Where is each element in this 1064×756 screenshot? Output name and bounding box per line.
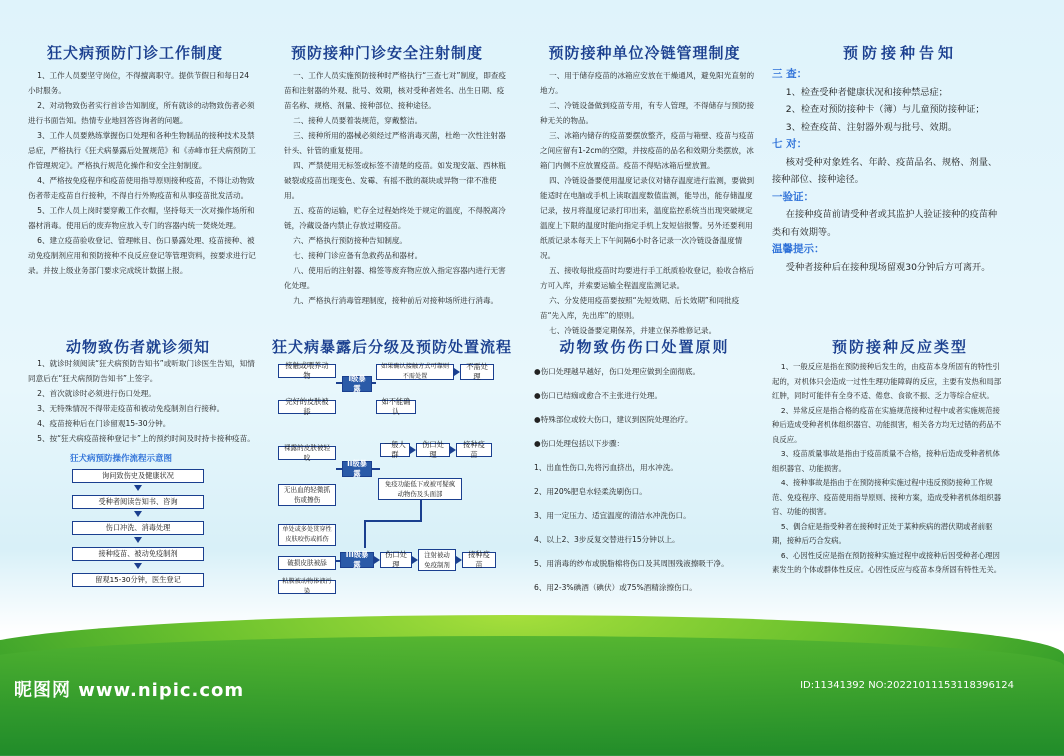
- col1-para: 4、严格按免疫程序和疫苗使用指导原则接种疫苗，不得让动物致伤者带走疫苗自行接种，不得自行外购疫苗和从事疫苗批发活动。: [28, 176, 255, 200]
- col7-item: ●伤口已结痂或愈合不主张进行处理。: [534, 391, 663, 400]
- g2-nibble-box: 裸露的皮肤被轻咬: [278, 446, 336, 460]
- g2-wound-box: 伤口处理: [416, 443, 450, 457]
- flow-arrow-icon: [134, 563, 142, 569]
- col5-para: 1、就诊时须阅读“狂犬病预防告知书”或听取门诊医生告知，知情同意后在“狂犬病预防告知书”上签字。: [28, 359, 255, 383]
- col4-sec4-text: 受种者接种后在接种现场留观30分钟后方可离开。: [785, 261, 991, 273]
- flow-step-4: 接种疫苗、被动免疫制剂: [72, 547, 204, 561]
- col2-body: [284, 68, 506, 313]
- col2-title: 预防接种门诊安全注射制度: [290, 44, 483, 62]
- g3-wound-box: 伤口处理: [380, 552, 412, 568]
- col4-sec4-heading: 温馨提示：: [772, 243, 825, 255]
- col3-para: 五、接收每批疫苗时均要进行手工纸质验收登记，验收合格后方可入库，并索要运输全程温度监测记录。: [540, 266, 755, 290]
- g2-immuno-box: 免疫功能低下或被可疑疯动物伤及头面部: [378, 478, 462, 500]
- col1-body: [28, 68, 256, 313]
- col7-item: 2、用20%肥皂水轻柔洗刷伤口。: [534, 487, 647, 496]
- col8-title: 预防接种反应类型: [831, 338, 968, 356]
- col3-para: 七、冷链设备要定期保养，并建立保养维修记录。: [549, 326, 717, 335]
- col7-item: ●伤口处理越早越好，伤口处理应做到全面彻底。: [534, 367, 701, 376]
- col4-sec2-heading: 七 对：: [772, 138, 808, 150]
- connector-line: [420, 500, 422, 520]
- flow-arrow-icon: [134, 485, 142, 491]
- site-watermark: 昵图网 www.nipic.com: [14, 680, 245, 701]
- col2-para: 九、严格执行消毒管理制度，接种前后对接种场所进行消毒。: [293, 296, 499, 305]
- col7-item: 6、用2-3%碘酒（碘伏）或75%酒精涂擦伤口。: [534, 583, 697, 592]
- g1-level-box: I级暴露: [342, 376, 372, 392]
- flow-step-1: 询问致伤史及健康状况: [72, 469, 204, 483]
- g2-level-box: II级暴露: [342, 461, 372, 477]
- g1-contact-box: 接触或喂养动物: [278, 364, 336, 378]
- col1-para: 5、工作人员上岗时要穿戴工作衣帽，坚持每天一次对操作场所和器材消毒。使用后的废弃物应放入专门的容器内统一焚烧处理。: [28, 206, 255, 230]
- col4-sec3-heading: 一验证：: [772, 190, 814, 203]
- connector-line: [364, 520, 422, 522]
- col7-item: 4、以上2、3步反复交替进行15分钟以上。: [534, 535, 680, 544]
- col8-para: 6、心因性反应是指在预防接种实施过程中或接种后因受种者心理因素发生的个体或群体性反应。心因性反应与疫苗本身所固有特性无关。: [772, 550, 1002, 574]
- g3-passive-box: 注射被动免疫制剂: [418, 549, 456, 571]
- flow-arrow-icon: [134, 511, 142, 517]
- col4-sec1-heading: 三 查：: [772, 68, 808, 80]
- col7-title: 动物致伤伤口处置原则: [559, 338, 730, 356]
- col7-item: 1、出血性伤口,先将污血挤出，用水冲洗。: [534, 463, 678, 472]
- col4-sec3-text: 在接种疫苗前请受种者或其监护人验证接种的疫苗种类和有效期等。: [772, 209, 998, 238]
- col5-para: 3、无特殊情况不得带走疫苗和被动免疫制剂自行接种。: [37, 404, 225, 413]
- col5-title: 动物致伤者就诊须知: [65, 338, 210, 356]
- connector-line: [372, 382, 376, 384]
- col2-para: 七、接种门诊应备有急救药品和器材。: [293, 251, 423, 260]
- col7-item: 3、用一定压力、适宜温度的清洁水冲洗伤口。: [534, 511, 691, 520]
- connector-line: [372, 468, 380, 470]
- col5-body: [28, 356, 256, 451]
- col5-para: 4、疫苗接种后在门诊留观15-30分钟。: [37, 419, 171, 428]
- col2-para: 三、接种所用的器械必须经过严格消毒灭菌，杜绝一次性注射器针头、针管的重复使用。: [284, 131, 506, 155]
- col7-body: [534, 360, 760, 610]
- col2-para: 八、使用后的注射器、棉签等废弃物应放入指定容器内进行无害化处理。: [284, 266, 506, 290]
- flow-step-5: 留观15-30分钟，医生登记: [72, 573, 204, 587]
- flow-step-2: 受种者阅读告知书、咨询: [72, 495, 204, 509]
- g3-mucosa-box: 粘膜被动物体液污染: [278, 580, 336, 594]
- col2-para: 二、接种人员要着装规范，穿戴整洁。: [293, 116, 423, 125]
- flow-arrow-icon: [134, 537, 142, 543]
- col5-para: 5、按“狂犬病疫苗接种登记卡”上的预约时间及时持卡接种疫苗。: [37, 434, 255, 443]
- col7-item: ●特殊部位或较大伤口，建议到医院处理治疗。: [534, 415, 693, 424]
- g3-level-box: III级暴露: [340, 552, 374, 568]
- g1-unsure-box: 如不能确认: [376, 400, 416, 414]
- col2-para: 四、严禁使用无标签或标签不清楚的疫苗。如发现安瓿、西林瓶破裂或疫苗出现变色、发霉、有摇不散的凝块或异物一律不准使用。: [284, 161, 506, 200]
- col2-para: 五、疫苗的运输，贮存全过程始终处于规定的温度，不得脱离冷链，冷藏设备内禁止存放过期疫苗。: [284, 206, 506, 230]
- g2-general-box: 一般人群: [380, 443, 410, 457]
- col8-para: 2、异常反应是指合格的疫苗在实施规范接种过程中或者实施规范接种后造成受种者机体组织器官、功能损害，相关各方均无过错的药品不良反应。: [772, 405, 1002, 444]
- col8-para: 3、疫苗质量事故是指由于疫苗质量不合格，接种后造成受种者机体组织器官、功能损害。: [772, 449, 1000, 473]
- col3-body: [540, 68, 756, 335]
- col4-sec2-text: 核对受种对象姓名、年龄、疫苗品名、规格、剂量、接种部位、接种途径。: [772, 156, 998, 185]
- col1-title: 狂犬病预防门诊工作制度: [46, 44, 223, 62]
- col4-sec1-item: 1、检查受种者健康状况和接种禁忌症；: [785, 86, 948, 98]
- g2-scratch-box: 无出血的轻微抓伤或擦伤: [278, 484, 336, 506]
- connector-line: [364, 520, 366, 548]
- col3-para: 二、冷链设备做到疫苗专用，有专人管理，不得储存与预防接种无关的物品。: [540, 101, 755, 125]
- g3-bite-box: 单处或多处贯穿性皮肤咬伤或抓伤: [278, 524, 336, 546]
- g1-lick-box: 完好的皮肤被舔: [278, 400, 336, 414]
- col7-item: ●伤口处理包括以下步骤：: [534, 439, 625, 448]
- col8-para: 5、偶合症是指受种者在接种时正处于某种疾病的潜伏期或者前驱期，接种后巧合发病。: [772, 521, 993, 545]
- g1-noaction-box: 不需处理: [460, 364, 494, 380]
- col7-item: 5、用消毒的纱布或脱脂棉将伤口及其周围残液擦吸干净。: [534, 559, 729, 568]
- col8-body: [772, 360, 1004, 610]
- col4-title: 预防接种告知: [842, 44, 957, 62]
- g3-lick-box: 破损皮肤被舔: [278, 556, 336, 570]
- col1-para: 2、对动物致伤者实行首诊告知制度，所有就诊的动物致伤者必须进行书面告知。热情专业地回答咨询者的问题。: [28, 101, 255, 125]
- col4-sec1-item: 3、检查疫苗、注射器外观与批号、效期。: [785, 121, 958, 133]
- col1-para: 6、建立疫苗验收登记、管理帐目、伤口暴露处理、疫苗接种、被动免疫制剂应用和预防接种不良反应登记等管理资料，按要求进行记录。并按上级业务部门要求完成统计数据上报。: [28, 236, 256, 275]
- col3-para: 三、冰箱内储存的疫苗要摆放整齐，疫苗与箱壁、疫苗与疫苗之间应留有1-2cm的空隙，并按疫苗的品名和效期分类摆放，冰箱门内侧不应放置疫苗。疫苗不得贴冰箱后壁放置。: [540, 131, 755, 170]
- col5-flow-title: 狂犬病预防操作流程示意图: [70, 454, 173, 464]
- col4-sec1-item: 2、检查对预防接种卡（簿）与儿童预防接种证；: [785, 104, 985, 115]
- g3-vaccine-box: 接种疫苗: [462, 552, 496, 568]
- col3-para: 六、分发使用疫苗要按照“先短效期、后长效期”和同批疫苗“先入库，先出库”的原则。: [540, 296, 740, 320]
- col3-para: 四、冷链设备要使用温度记录仪对储存温度进行监测，要做到能适时在电脑或手机上读取温度数值监测，能导出，能存储温度记录，按月将温度记录打印出来，温度监控系统当出现突破规定温度上下限的温度时能向指定手机上发短信报警。另外还要利用纸质记录本每天上下午间隔6小时各记录一次冷链设备温度情况。: [540, 176, 755, 260]
- col6-title: 狂犬病暴露后分级及预防处置流程: [272, 338, 513, 356]
- col5-para: 2、首次就诊时必须进行伤口处理。: [37, 389, 156, 398]
- col4-body: [772, 66, 1004, 276]
- image-id-watermark: ID:11341392 NO:20221011153118396124: [800, 680, 1014, 691]
- col2-para: 六、严格执行预防接种告知制度。: [293, 236, 408, 245]
- col8-para: 4、接种事故是指由于在预防接种实施过程中违反预防接种工作规范、免疫程序、疫苗使用指导原则、接种方案，造成受种者机体组织器官、功能的损害。: [772, 478, 1002, 516]
- col2-para: 一、工作人员实施预防接种时严格执行“三查七对”制度，即查疫苗和注射器的外观、批号、效期，核对受种者姓名、出生日期、疫苗名称、规格、剂量、接种部位、接种途径。: [284, 71, 507, 110]
- g2-vaccine-box: 接种疫苗: [456, 443, 492, 457]
- col3-title: 预防接种单位冷链管理制度: [548, 44, 741, 62]
- col3-para: 一、用于储存疫苗的冰箱应安放在干燥通风，避免阳光直射的地方。: [540, 71, 755, 95]
- col1-para: 1、工作人员要坚守岗位，不得擅离职守。提供节假日和每日24小时服务。: [28, 71, 250, 95]
- flow-step-3: 伤口冲洗、消毒处理: [72, 521, 204, 535]
- g1-confirm-box: 如果确认接触方式可靠则不需处置: [376, 364, 454, 380]
- col1-para: 3、工作人员要熟练掌握伤口处理和各种生物制品的接种技术及禁忌症，严格执行《狂犬病暴露后处置规范》和《赤峰市狂犬病预防工作管理规定》。严格执行规范化操作和安全注射制度。: [28, 131, 256, 170]
- col8-para: 1、一般反应是指在预防接种后发生的，由疫苗本身所固有的特性引起的，对机体只会造成一过性生理功能障碍的反应，主要有发热和局部红肿，同时可能伴有全身不适、倦怠、食欲不振、乏力等综合症状。: [772, 362, 1002, 400]
